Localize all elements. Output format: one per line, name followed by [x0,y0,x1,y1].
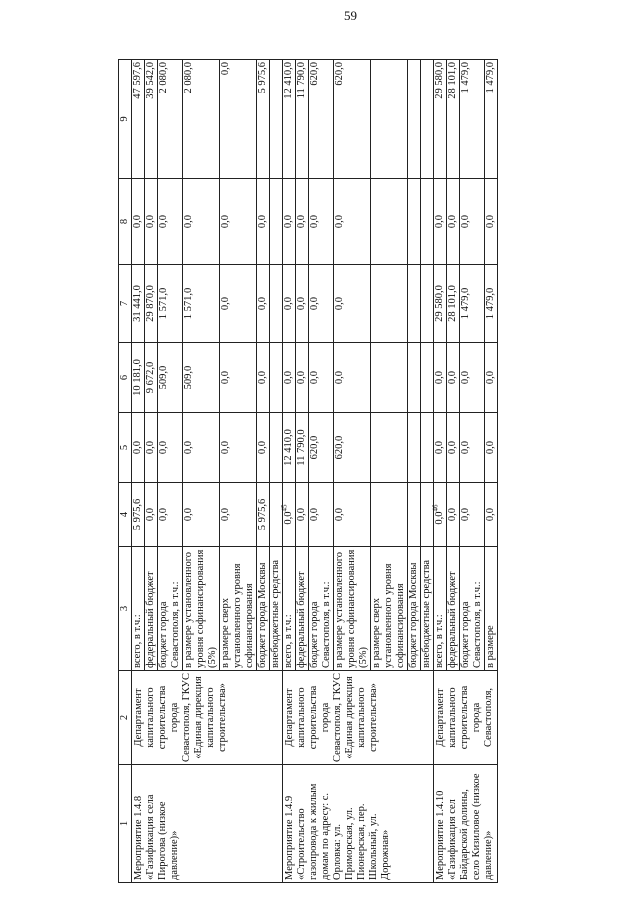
amount-value: 0,0 [158,214,169,229]
funding-source: в размере сверх установленного уровня софинансирования [371,547,408,671]
funding-source: федеральный бюджет [447,547,460,671]
amount-value: 31 441,0 [132,285,143,322]
amount-cell [220,265,257,343]
amount-cell [220,343,257,413]
amount-cell [447,483,460,547]
amount-cell [296,413,309,483]
funding-source: в размере [485,547,498,671]
amount-cell [334,343,371,413]
amount-cell [371,483,408,547]
amount-value: 5 975,6 [257,62,268,94]
amount-cell [408,483,421,547]
amount-value: 0,0 [434,370,445,385]
amount-value: 11 790,0 [296,429,307,466]
amount-cell [408,343,421,413]
amount-cell [270,179,283,265]
amount-cell [296,60,309,179]
amount-cell [421,265,434,343]
amount-cell [408,60,421,179]
amount-cell [158,343,183,413]
amount-cell [447,60,460,179]
amount-cell [447,343,460,413]
amount-cell [421,179,434,265]
amount-value: 0,0 [220,370,231,385]
amount-cell [145,179,158,265]
column-header: 4 [119,483,132,547]
amount-value: 1 479,0 [485,287,496,320]
amount-value: 0,0 [334,507,345,522]
amount-value: 5 975,6 [132,498,143,531]
amount-cell [434,179,447,265]
amount-cell [334,60,371,179]
amount-value: 0,0 [334,296,345,311]
amount-value: 0,0 [434,440,445,455]
amount-value: 0,0 [183,507,194,522]
amount-value: 0,0 [220,214,231,229]
amount-value: 509,0 [158,365,169,390]
amount-cell [296,483,309,547]
table-row [132,60,145,883]
amount-value: 0,0 [447,440,458,455]
amount-cell [270,343,283,413]
amount-cell [280,483,296,547]
amount-cell [270,483,283,547]
funding-source: бюджет города Москвы [408,547,421,671]
measure-name: Мероприятие 1.4.8 «Газификация села Пирогова (низкое давление)» [132,765,283,883]
amount-value: 0,0 [283,511,294,525]
amount-cell [183,179,220,265]
amount-value: 0,0 [485,440,496,455]
amount-cell [371,179,408,265]
amount-value: 47 597,6 [132,62,143,99]
column-header: 2 [119,671,132,765]
measure-name: Мероприятие 1.4.9 «Строительство газопровода к жилым домам по адресу: с. Орловка: ул. Приморская, ул. Пионерская, пер. Школьный, ул. Дорожная» [283,765,434,883]
amount-cell [283,60,296,179]
amount-value: 0,0 [460,507,471,522]
page-number: 59 [344,8,357,23]
amount-value: 9 672,0 [145,361,156,394]
amount-cell [485,265,498,343]
amount-cell [158,483,183,547]
amount-value: 0,0 [309,296,320,311]
funding-source: бюджет города Севастополя, в т.ч.: [309,547,334,671]
measure-name: Мероприятие 1.4.10 «Газификация сел Байдарской долины, село Кизиловое (низкое давление)» [434,765,498,883]
amount-cell [434,265,447,343]
funding-source: в размере установленного уровня софинансирования (5%) [183,547,220,671]
amount-cell [183,413,220,483]
column-header: 6 [119,343,132,413]
funding-source: федеральный бюджет [145,547,158,671]
responsible-department: Департамент капитального строительства города Севастополя, ГКУС «Единая дирекция капитального строительства» [283,671,434,765]
amount-cell [132,343,145,413]
amount-cell [371,265,408,343]
amount-value: 0,0 [220,440,231,455]
amount-value: 0,0 [447,370,458,385]
amount-value: 620,0 [334,62,345,86]
amount-cell [371,413,408,483]
amount-cell [145,265,158,343]
amount-value: 28 101,0 [447,285,458,322]
amount-value: 0,0 [257,296,268,311]
amount-value: 0,0 [220,62,231,76]
amount-value: 0,0 [447,214,458,229]
amount-value: 1 479,0 [460,62,471,94]
amount-value: 0,0 [257,370,268,385]
amount-value: 0,0 [309,214,320,229]
funding-source: внебюджетные средства [421,547,434,671]
amount-cell [296,179,309,265]
amount-cell [460,483,485,547]
amount-value: 10 181,0 [132,359,143,396]
funding-source: в размере установленного уровня софинансирования (5%) [334,547,371,671]
amount-value: 1 479,0 [460,287,471,320]
amount-cell [220,413,257,483]
amount-value: 5 975,6 [257,498,268,531]
amount-value: 0,0 [283,214,294,229]
amount-value: 1 479,0 [485,62,496,94]
amount-cell [309,413,334,483]
column-header: 8 [119,179,132,265]
amount-cell [334,413,371,483]
table-area [118,60,613,883]
amount-cell [132,265,145,343]
amount-cell [158,179,183,265]
funding-source: всего, в т.ч.: [283,547,296,671]
amount-value: 0,0 [183,214,194,229]
amount-cell [145,60,158,179]
amount-cell [421,343,434,413]
footnote-marker: 45 [280,504,289,512]
amount-value: 29 870,0 [145,285,156,322]
amount-value: 0,0 [485,507,496,522]
amount-value: 0,0 [158,507,169,522]
amount-cell [485,179,498,265]
amount-value: 0,0 [485,370,496,385]
amount-cell [309,179,334,265]
funding-source: в размере сверх установленного уровня софинансирования [220,547,257,671]
amount-cell [270,413,283,483]
amount-cell [408,413,421,483]
table-row [434,60,447,883]
amount-cell [460,265,485,343]
amount-cell [309,483,334,547]
amount-value: 0,0 [460,440,471,455]
amount-value: 0,0 [460,370,471,385]
column-header: 3 [119,547,132,671]
column-header: 9 [119,60,132,179]
amount-value: 12 410,0 [283,429,294,466]
amount-cell [431,483,447,547]
amount-cell [447,265,460,343]
amount-cell [183,60,220,179]
amount-cell [485,60,498,179]
amount-cell [334,265,371,343]
amount-cell [132,413,145,483]
amount-cell [447,413,460,483]
responsible-department: Департамент капитального строительства города Севастополя, ГКУС «Единая дирекция капитального строительства» [132,671,283,765]
amount-cell [408,179,421,265]
amount-value: 0,0 [447,507,458,522]
footnote-marker: 46 [431,504,440,512]
amount-cell [132,60,145,179]
amount-value: 0,0 [183,440,194,455]
amount-value: 0,0 [220,296,231,311]
amount-cell [270,265,283,343]
funding-source: бюджет города Севастополя, в т.ч.: [460,547,485,671]
funding-source: федеральный бюджет [296,547,309,671]
amount-cell [145,483,158,547]
amount-cell [220,60,257,179]
funding-source: бюджет города Севастополя, в т.ч.: [158,547,183,671]
amount-cell [334,483,371,547]
amount-cell [460,179,485,265]
amount-value: 0,0 [309,507,320,522]
amount-cell [421,413,434,483]
amount-cell [183,343,220,413]
amount-cell [158,413,183,483]
amount-cell [485,413,498,483]
amount-cell [434,413,447,483]
amount-value: 1 571,0 [158,287,169,320]
funding-table [118,59,498,883]
column-header: 1 [119,765,132,883]
amount-cell [158,265,183,343]
amount-cell [309,265,334,343]
amount-cell [257,60,270,179]
amount-cell [283,343,296,413]
amount-cell [408,265,421,343]
amount-cell [270,60,283,179]
amount-value: 0,0 [309,370,320,385]
amount-cell [283,179,296,265]
amount-cell [485,343,498,413]
amount-cell [434,60,447,179]
amount-cell [220,483,257,547]
amount-value: 0,0 [257,440,268,455]
amount-cell [309,343,334,413]
amount-value: 0,0 [257,214,268,229]
column-number-row [119,60,132,883]
amount-value: 0,0 [296,370,307,385]
amount-cell [158,60,183,179]
amount-value: 0,0 [460,214,471,229]
amount-value: 0,0 [132,214,143,229]
amount-value: 0,0 [145,214,156,229]
amount-value: 620,0 [309,62,320,86]
amount-cell [145,343,158,413]
amount-cell [257,483,270,547]
amount-cell [257,179,270,265]
amount-value: 0,0 [296,214,307,229]
amount-cell [434,343,447,413]
amount-cell [460,413,485,483]
amount-cell [334,179,371,265]
amount-cell [183,265,220,343]
amount-value: 0,0 [334,370,345,385]
amount-cell [132,179,145,265]
amount-cell [296,265,309,343]
amount-cell [220,179,257,265]
amount-value: 11 790,0 [296,62,307,99]
funding-source: бюджет города Москвы [257,547,270,671]
amount-value: 0,0 [220,507,231,522]
amount-cell [296,343,309,413]
amount-value: 2 080,0 [158,62,169,94]
amount-cell [283,265,296,343]
funding-source: всего, в т.ч.: [132,547,145,671]
amount-cell [421,483,434,547]
amount-cell [460,343,485,413]
amount-cell [257,343,270,413]
amount-value: 0,0 [158,440,169,455]
amount-cell [371,343,408,413]
amount-cell [283,413,296,483]
amount-value: 0,0 [283,296,294,311]
amount-cell [145,413,158,483]
amount-value: 0,0 [145,440,156,455]
amount-value: 0,0 [434,511,445,525]
amount-cell [371,60,408,179]
amount-value: 509,0 [183,365,194,390]
funding-source: внебюджетные средства [270,547,283,671]
amount-value: 0,0 [283,370,294,385]
amount-cell [421,60,434,179]
amount-cell [183,483,220,547]
amount-cell [309,60,334,179]
amount-value: 1 571,0 [183,287,194,320]
amount-value: 0,0 [434,214,445,229]
funding-source: всего, в т.ч.: [434,547,447,671]
amount-cell [132,483,145,547]
amount-value: 29 580,0 [434,285,445,322]
amount-cell [485,483,498,547]
column-header: 7 [119,265,132,343]
amount-value: 39 542,0 [145,62,156,99]
amount-value: 0,0 [334,214,345,229]
amount-cell [257,265,270,343]
amount-cell [257,413,270,483]
table-body [132,60,498,883]
amount-value: 620,0 [309,435,320,460]
column-header: 5 [119,413,132,483]
amount-value: 0,0 [296,296,307,311]
amount-value: 0,0 [132,440,143,455]
amount-value: 0,0 [296,507,307,522]
amount-value: 2 080,0 [183,62,194,94]
rotated-table-wrapper [118,60,613,883]
amount-cell [447,179,460,265]
amount-value: 0,0 [145,507,156,522]
amount-value: 12 410,0 [283,62,294,99]
table-row [283,60,296,883]
amount-cell [460,60,485,179]
responsible-department: Департамент капитального строительства города Севастополя, [434,671,498,765]
amount-value: 29 580,0 [434,62,445,99]
amount-value: 0,0 [485,214,496,229]
amount-value: 28 101,0 [447,62,458,99]
amount-value: 620,0 [334,435,345,460]
